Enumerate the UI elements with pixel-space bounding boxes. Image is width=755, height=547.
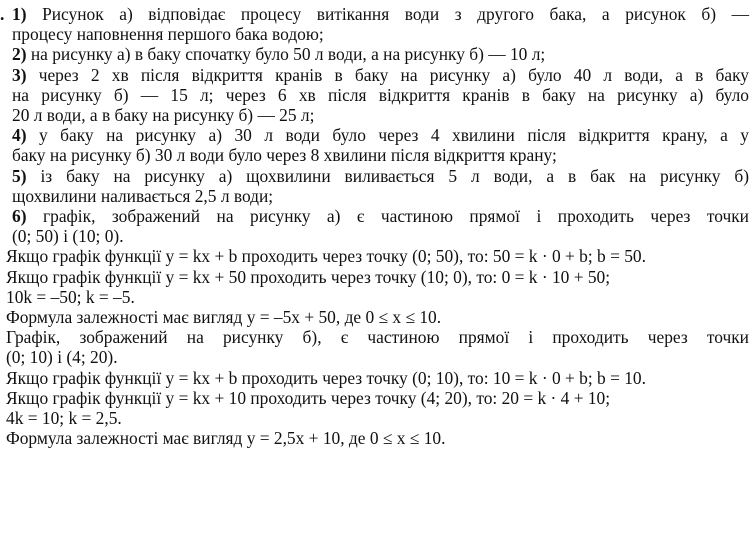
item-text-line: 20 л води, а в баку на рисунку б) — 25 л; [12, 105, 315, 126]
item-number: 1) [12, 4, 27, 24]
answer-item-2 [6, 44, 749, 64]
item-text-line: у баку на рисунку а) 30 л води було через 4 хвилини після відкриття крану, а у [38, 125, 749, 146]
item-number: 5) [12, 165, 27, 186]
item-text-line: із баку на рисунку а) щохвилини виливається 5 л води, а в бак на рисунку б) [40, 165, 749, 186]
item-text-line: (0; 50) і (10; 0). [12, 226, 124, 247]
answer-item-5 [6, 166, 749, 206]
item-number: 4) [12, 125, 27, 146]
item-text-line: процесу наповнення першого бака водою; [12, 24, 324, 45]
solution-line: 10k = –50; k = –5. [6, 286, 135, 307]
solution-line: Якщо графік функції y = kx + 10 проходить через точку (4; 20), то: 20 = k · 4 + 10; [6, 387, 611, 408]
solution-line: Якщо графік функції y = kx + b проходить через точку (0; 10), то: 10 = k · 0 + b; b = 10. [6, 367, 646, 388]
solution-line: (0; 10) і (4; 20). [6, 347, 118, 368]
solution-line: Формула залежності має вигляд y = –5x + 50, де 0 ≤ x ≤ 10. [6, 307, 442, 328]
item-number: 6) [12, 206, 27, 227]
item-text-line: на рисунку а) в баку спочатку було 50 л води, а на рисунку б) — 10 л; [30, 44, 546, 65]
answer-item-6 [6, 206, 749, 246]
item-text-line: Рисунок а) відповідає процесу витікання води з другого бака, а рисунок б) — [42, 4, 749, 24]
answer-item-3 [6, 65, 749, 126]
answer-item-1 [6, 4, 749, 44]
solution-document [6, 4, 749, 448]
solution-line: Якщо графік функції y = kx + 50 проходить через точку (10; 0), то: 0 = k · 10 + 50; [6, 266, 611, 287]
answer-item-4 [6, 125, 749, 165]
item-text-line: щохвилини наливається 2,5 л води; [12, 185, 274, 206]
item-number: 3) [12, 64, 27, 85]
bullet-mark: . [0, 4, 5, 24]
solution-block [6, 246, 749, 448]
item-text-line: баку на рисунку б) 30 л води було через 8 хвилини після відкриття крану; [12, 145, 557, 166]
item-text-line: на рисунку б) — 15 л; через 6 хв після відкриття кранів в баку на рисунку а) було [12, 84, 749, 105]
solution-line: Формула залежності має вигляд y = 2,5x + 10, де 0 ≤ x ≤ 10. [6, 428, 446, 449]
solution-line: Графік, зображений на рисунку б), є частиною прямої і проходить через точки [6, 327, 749, 348]
item-text-line: через 2 хв після відкриття кранів в баку на рисунку а) було 40 л води, а в баку [38, 64, 749, 85]
item-text-line: графік, зображений на рисунку а) є частиною прямої і проходить через точки [42, 206, 749, 227]
solution-line: 4k = 10; k = 2,5. [6, 408, 122, 429]
solution-line: Якщо графік функції y = kx + b проходить через точку (0; 50), то: 50 = k · 0 + b; b = 50. [6, 246, 646, 267]
item-number: 2) [12, 44, 27, 65]
